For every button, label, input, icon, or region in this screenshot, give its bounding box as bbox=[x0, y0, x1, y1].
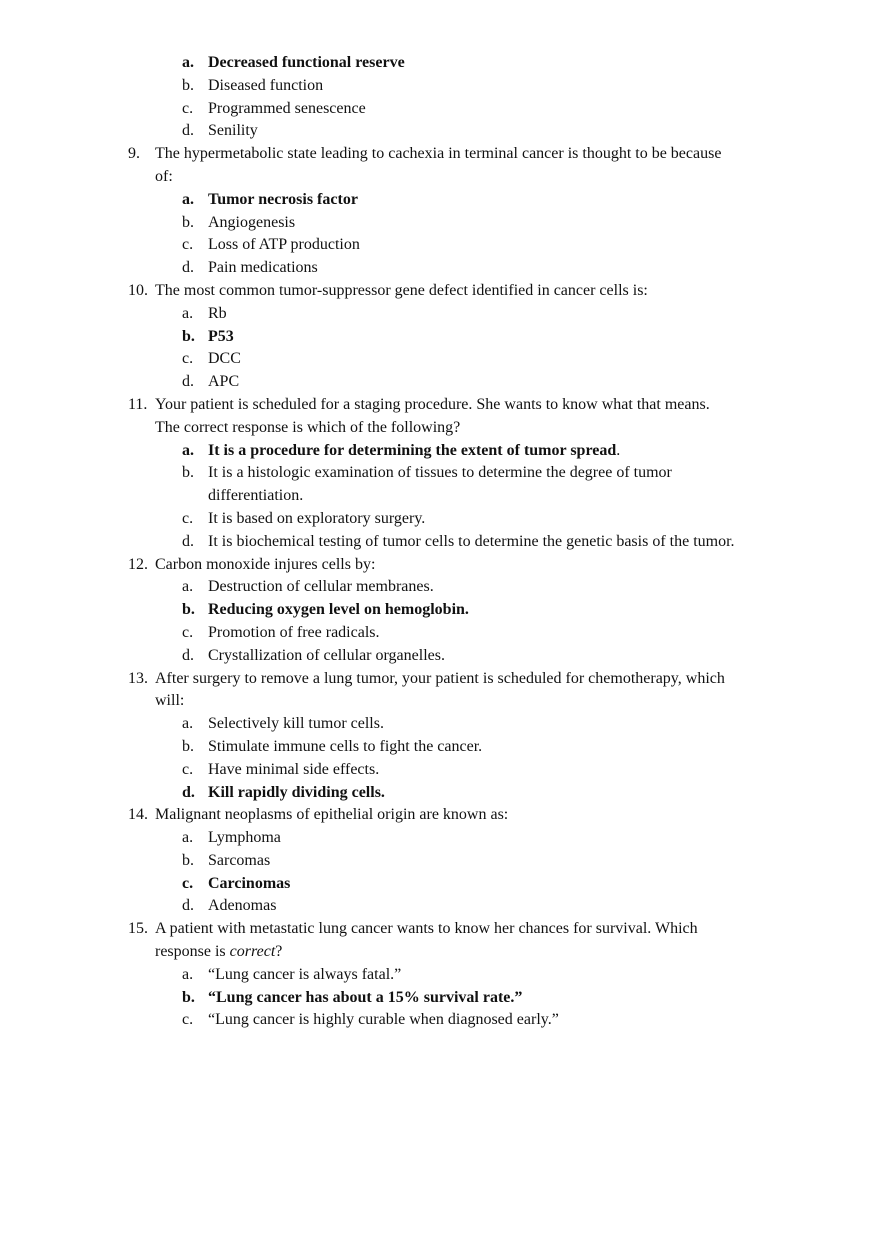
answer-option bbox=[0, 759, 880, 782]
option-line bbox=[0, 75, 880, 98]
option-line bbox=[0, 622, 880, 645]
option-text bbox=[208, 873, 290, 896]
answer-option bbox=[0, 850, 880, 873]
option-line bbox=[0, 98, 880, 121]
option-text bbox=[208, 599, 469, 622]
question-number: 12. bbox=[128, 555, 148, 573]
option-line bbox=[0, 234, 880, 257]
answer-option bbox=[0, 98, 880, 121]
option-text bbox=[208, 713, 384, 736]
option-line bbox=[0, 52, 880, 75]
option-line bbox=[0, 485, 880, 508]
option-letter: b. bbox=[182, 327, 195, 345]
option-letter: c. bbox=[182, 509, 194, 527]
option-line bbox=[0, 462, 880, 485]
text-segment: ? bbox=[275, 943, 283, 961]
question-stem-line bbox=[0, 668, 880, 691]
question-text bbox=[155, 554, 375, 577]
text-segment: It is a histologic examination of tissues to determine the degree of tumor bbox=[208, 464, 672, 482]
option-letter: c. bbox=[182, 99, 194, 117]
question-stem-line bbox=[0, 941, 880, 964]
option-letter: b. bbox=[182, 601, 195, 619]
option-text bbox=[208, 75, 323, 98]
text-segment: “Lung cancer is always fatal.” bbox=[208, 965, 402, 983]
text-segment: It is based on exploratory surgery. bbox=[208, 509, 426, 527]
option-line bbox=[0, 440, 880, 463]
option-letter: d. bbox=[182, 122, 194, 140]
answer-option-correct bbox=[0, 782, 880, 805]
option-text bbox=[208, 98, 366, 121]
answer-option-correct bbox=[0, 440, 880, 463]
answer-option bbox=[0, 1009, 880, 1032]
answer-option bbox=[0, 964, 880, 987]
answer-option bbox=[0, 713, 880, 736]
text-segment: differentiation. bbox=[208, 487, 304, 505]
option-text bbox=[208, 759, 379, 782]
question-text bbox=[155, 280, 648, 303]
text-segment: Senility bbox=[208, 122, 258, 140]
option-letter: a. bbox=[182, 190, 194, 208]
option-letter: c. bbox=[182, 1011, 194, 1029]
option-line bbox=[0, 303, 880, 326]
option-text bbox=[208, 987, 522, 1010]
question-number: 14. bbox=[128, 806, 148, 824]
answer-option bbox=[0, 212, 880, 235]
option-line bbox=[0, 508, 880, 531]
text-segment: P53 bbox=[208, 327, 234, 345]
question-text bbox=[155, 394, 710, 417]
option-line bbox=[0, 120, 880, 143]
option-letter: a. bbox=[182, 829, 194, 847]
question-number: 10. bbox=[128, 281, 148, 299]
text-segment: Sarcomas bbox=[208, 851, 271, 869]
option-line bbox=[0, 782, 880, 805]
question bbox=[0, 280, 880, 394]
answer-option bbox=[0, 531, 880, 554]
option-letter: c. bbox=[182, 874, 194, 892]
option-text bbox=[208, 440, 620, 463]
option-letter: b. bbox=[182, 737, 194, 755]
text-segment: Your patient is scheduled for a staging procedure. She wants to know what that means. bbox=[155, 395, 710, 413]
question bbox=[0, 554, 880, 668]
text-segment: The correct response is which of the following? bbox=[155, 418, 461, 436]
option-text bbox=[208, 622, 380, 645]
text-segment: It is biochemical testing of tumor cells to determine the genetic basis of the tumor. bbox=[208, 532, 735, 550]
option-text bbox=[208, 234, 360, 257]
option-line bbox=[0, 1009, 880, 1032]
option-letter: a. bbox=[182, 54, 194, 71]
text-segment: Have minimal side effects. bbox=[208, 760, 380, 778]
text-segment: Promotion of free radicals. bbox=[208, 623, 380, 641]
text-segment: response is bbox=[155, 943, 230, 961]
question-text bbox=[155, 668, 725, 691]
text-segment: Rb bbox=[208, 304, 227, 322]
answer-option bbox=[0, 371, 880, 394]
option-text bbox=[208, 531, 735, 554]
question bbox=[0, 804, 880, 918]
text-segment: correct bbox=[229, 943, 276, 961]
question-text bbox=[155, 143, 721, 166]
option-letter: d. bbox=[182, 373, 194, 391]
option-text bbox=[208, 850, 270, 873]
option-text bbox=[208, 895, 276, 918]
option-letter: c. bbox=[182, 623, 194, 641]
option-text bbox=[208, 189, 358, 212]
option-line bbox=[0, 713, 880, 736]
question bbox=[0, 52, 880, 143]
answer-option-correct bbox=[0, 987, 880, 1010]
answer-option bbox=[0, 622, 880, 645]
option-letter: c. bbox=[182, 236, 194, 254]
option-letter: a. bbox=[182, 965, 194, 983]
question-stem-line bbox=[0, 394, 880, 417]
question bbox=[0, 668, 880, 805]
answer-option bbox=[0, 303, 880, 326]
question-text bbox=[155, 941, 282, 964]
option-letter: b. bbox=[182, 988, 195, 1006]
text-segment: Tumor necrosis factor bbox=[208, 190, 358, 208]
option-letter: a. bbox=[182, 715, 194, 733]
question bbox=[0, 394, 880, 554]
question bbox=[0, 143, 880, 280]
quiz-document bbox=[0, 52, 880, 1032]
option-line bbox=[0, 531, 880, 554]
option-line bbox=[0, 371, 880, 394]
question-text bbox=[155, 417, 460, 440]
option-line bbox=[0, 326, 880, 349]
question-text bbox=[155, 690, 184, 713]
option-letter: d. bbox=[182, 783, 195, 801]
option-letter: d. bbox=[182, 259, 194, 277]
question-number: 9. bbox=[128, 145, 140, 163]
option-line bbox=[0, 189, 880, 212]
text-segment: Carbon monoxide injures cells by: bbox=[155, 555, 376, 573]
question-stem-line bbox=[0, 166, 880, 189]
answer-option bbox=[0, 462, 880, 508]
text-segment: Selectively kill tumor cells. bbox=[208, 715, 384, 733]
answer-option bbox=[0, 75, 880, 98]
option-line bbox=[0, 645, 880, 668]
question-stem-line bbox=[0, 804, 880, 827]
text-segment: Loss of ATP production bbox=[208, 236, 360, 254]
text-segment: After surgery to remove a lung tumor, your patient is scheduled for chemotherapy, which bbox=[155, 669, 725, 687]
answer-option-correct bbox=[0, 873, 880, 896]
text-segment: Adenomas bbox=[208, 897, 277, 915]
answer-option bbox=[0, 257, 880, 280]
question-stem-line bbox=[0, 918, 880, 941]
answer-option bbox=[0, 234, 880, 257]
answer-option bbox=[0, 508, 880, 531]
option-text bbox=[208, 303, 227, 326]
option-text bbox=[208, 120, 258, 143]
option-letter: d. bbox=[182, 646, 194, 664]
text-segment: Stimulate immune cells to fight the cancer. bbox=[208, 737, 483, 755]
option-text bbox=[208, 326, 234, 349]
option-text bbox=[208, 52, 405, 75]
text-segment: Crystallization of cellular organelles. bbox=[208, 646, 445, 664]
option-text bbox=[208, 371, 239, 394]
text-segment: of: bbox=[155, 167, 173, 185]
text-segment: “Lung cancer is highly curable when diagnosed early.” bbox=[208, 1011, 559, 1029]
text-segment: Destruction of cellular membranes. bbox=[208, 578, 434, 596]
option-letter: b. bbox=[182, 213, 194, 231]
option-text bbox=[208, 462, 672, 485]
option-text bbox=[208, 1009, 559, 1032]
option-text bbox=[208, 645, 445, 668]
text-segment: Programmed senescence bbox=[208, 99, 366, 117]
option-text bbox=[208, 827, 281, 850]
option-line bbox=[0, 576, 880, 599]
option-text bbox=[208, 348, 241, 371]
question-stem-line bbox=[0, 280, 880, 303]
text-segment: Carcinomas bbox=[208, 874, 291, 892]
text-segment: will: bbox=[155, 692, 185, 710]
answer-option bbox=[0, 827, 880, 850]
option-line bbox=[0, 850, 880, 873]
text-segment: It is a procedure for determining the extent of tumor spread bbox=[208, 441, 617, 459]
option-letter: d. bbox=[182, 532, 194, 550]
question-number: 11. bbox=[128, 395, 148, 413]
option-letter: d. bbox=[182, 897, 194, 915]
option-line bbox=[0, 257, 880, 280]
option-letter: c. bbox=[182, 760, 194, 778]
answer-option bbox=[0, 895, 880, 918]
answer-option bbox=[0, 348, 880, 371]
text-segment: . bbox=[616, 441, 621, 459]
option-line bbox=[0, 964, 880, 987]
text-segment: Decreased functional reserve bbox=[208, 54, 405, 71]
question-number: 15. bbox=[128, 920, 148, 938]
option-letter: a. bbox=[182, 304, 194, 322]
question-number: 13. bbox=[128, 669, 148, 687]
question-stem-line bbox=[0, 554, 880, 577]
text-segment: “Lung cancer has about a 15% survival rate.” bbox=[208, 988, 523, 1006]
answer-option-correct bbox=[0, 52, 880, 75]
text-segment: APC bbox=[208, 373, 240, 391]
option-line bbox=[0, 759, 880, 782]
text-segment: Lymphoma bbox=[208, 829, 281, 847]
answer-option bbox=[0, 645, 880, 668]
option-text bbox=[208, 257, 318, 280]
answer-option-correct bbox=[0, 326, 880, 349]
option-text bbox=[208, 212, 295, 235]
text-segment: Diseased function bbox=[208, 76, 324, 94]
text-segment: Angiogenesis bbox=[208, 213, 296, 231]
question-text bbox=[155, 918, 698, 941]
text-segment: The most common tumor-suppressor gene defect identified in cancer cells is: bbox=[155, 281, 648, 299]
question-text bbox=[155, 166, 173, 189]
text-segment: DCC bbox=[208, 350, 241, 368]
option-text bbox=[208, 576, 434, 599]
option-line bbox=[0, 212, 880, 235]
option-text bbox=[208, 736, 482, 759]
option-line bbox=[0, 873, 880, 896]
option-letter: b. bbox=[182, 851, 194, 869]
answer-option bbox=[0, 576, 880, 599]
option-text bbox=[208, 508, 425, 531]
text-segment: Kill rapidly dividing cells. bbox=[208, 783, 385, 801]
text-segment: The hypermetabolic state leading to cachexia in terminal cancer is thought to be because bbox=[155, 145, 722, 163]
answer-option-correct bbox=[0, 599, 880, 622]
question bbox=[0, 918, 880, 1032]
option-letter: b. bbox=[182, 76, 194, 94]
text-segment: Reducing oxygen level on hemoglobin. bbox=[208, 601, 469, 619]
question-stem-line bbox=[0, 143, 880, 166]
text-segment: Malignant neoplasms of epithelial origin are known as: bbox=[155, 806, 509, 824]
option-letter: a. bbox=[182, 441, 194, 459]
option-text bbox=[208, 964, 401, 987]
text-segment: A patient with metastatic lung cancer wants to know her chances for survival. Which bbox=[155, 920, 698, 938]
option-letter: b. bbox=[182, 464, 194, 482]
question-stem-line bbox=[0, 690, 880, 713]
option-line bbox=[0, 827, 880, 850]
answer-option bbox=[0, 736, 880, 759]
answer-option bbox=[0, 120, 880, 143]
option-text bbox=[208, 782, 385, 805]
text-segment: Pain medications bbox=[208, 259, 318, 277]
option-line bbox=[0, 348, 880, 371]
answer-option-correct bbox=[0, 189, 880, 212]
option-line bbox=[0, 895, 880, 918]
option-line bbox=[0, 987, 880, 1010]
option-letter: c. bbox=[182, 350, 194, 368]
question-stem-line bbox=[0, 417, 880, 440]
option-line bbox=[0, 599, 880, 622]
option-line bbox=[0, 736, 880, 759]
option-text bbox=[208, 485, 303, 508]
question-text bbox=[155, 804, 508, 827]
option-letter: a. bbox=[182, 578, 194, 596]
